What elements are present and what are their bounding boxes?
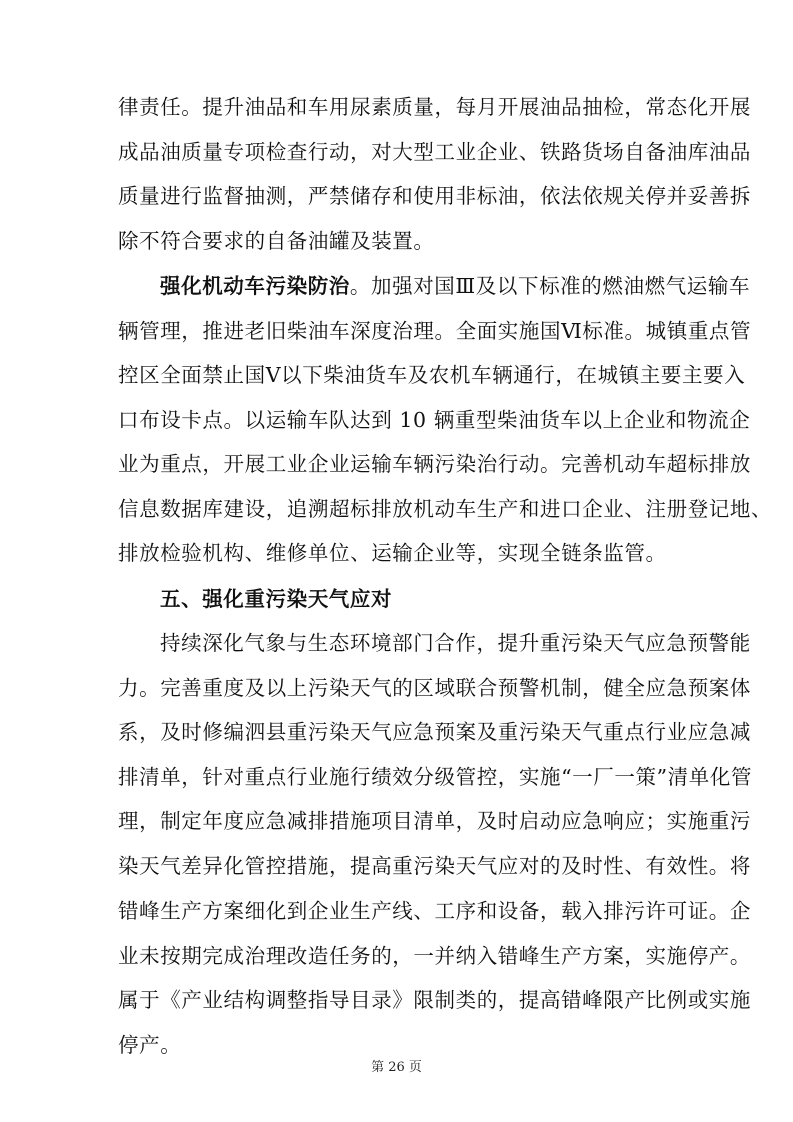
body-text-line: 力。完善重度及以上污染天气的区域联合预警机制，健全应急预案体 (118, 675, 751, 700)
body-text-line: 错峰生产方案细化到企业生产线、工序和设备，载入排污许可证。企 (118, 898, 751, 923)
page-number: 第 26 页 (371, 1060, 422, 1075)
body-text-line: 属于《产业结构调整指导目录》限制类的，提高错峰限产比例或实施 (118, 988, 751, 1013)
body-text-line: 停产。 (118, 1032, 182, 1057)
body-text-line: 持续深化气象与生态环境部门合作，提升重污染天气应急预警能 (160, 630, 751, 655)
body-text-line: 除不符合要求的自备油罐及装置。 (118, 229, 435, 254)
body-text-line: 排清单，针对重点行业施行绩效分级管控，实施“一厂一策”清单化管 (118, 765, 753, 790)
body-text-line: 辆管理，推进老旧柴油车深度治理。全面实施国Ⅵ标准。城镇重点管 (118, 318, 752, 343)
body-text-line: 业为重点，开展工业企业运输车辆污染治行动。完善机动车超标排放 (118, 452, 751, 477)
body-text-line: 理，制定年度应急减排措施项目清单，及时启动应急响应；实施重污 (118, 809, 751, 834)
body-text-line: 成品油质量专项检查行动，对大型工业企业、铁路货场自备油库油品 (118, 140, 751, 165)
body-text-line: 排放检验机构、维修单位、运输企业等，实现全链条监管。 (118, 541, 667, 566)
body-text-line: 业未按期完成治理改造任务的，一并纳入错峰生产方案，实施停产。 (118, 943, 751, 968)
body-text-run: 。加强对国Ⅲ及以下标准的燃油燃气运输车 (349, 273, 751, 298)
body-text-line: 律责任。提升油品和车用尿素质量，每月开展油品抽检，常态化开展 (118, 95, 751, 119)
section-heading: 五、强化重污染天气应对 (160, 586, 393, 611)
body-text-line: 质量进行监督抽测，严禁储存和使用非标油，依法依规关停并妥善拆 (118, 184, 751, 209)
body-text-line (160, 273, 751, 299)
bold-lead-phrase: 强化机动车污染防治 (160, 273, 350, 298)
body-text-line: 口布设卡点。以运输车队达到 10 辆重型柴油货车以上企业和物流企 (118, 407, 751, 432)
body-text-line: 信息数据库建设，追溯超标排放机动车生产和进口企业、注册登记地、 (118, 497, 773, 522)
body-text-line: 系，及时修编泗县重污染天气应急预案及重污染天气重点行业应急减 (118, 719, 751, 744)
body-text-line: 控区全面禁止国Ⅴ以下柴油货车及农机车辆通行，在城镇主要主要入 (118, 362, 746, 387)
body-text-line: 染天气差异化管控措施，提高重污染天气应对的及时性、有效性。将 (118, 854, 751, 879)
